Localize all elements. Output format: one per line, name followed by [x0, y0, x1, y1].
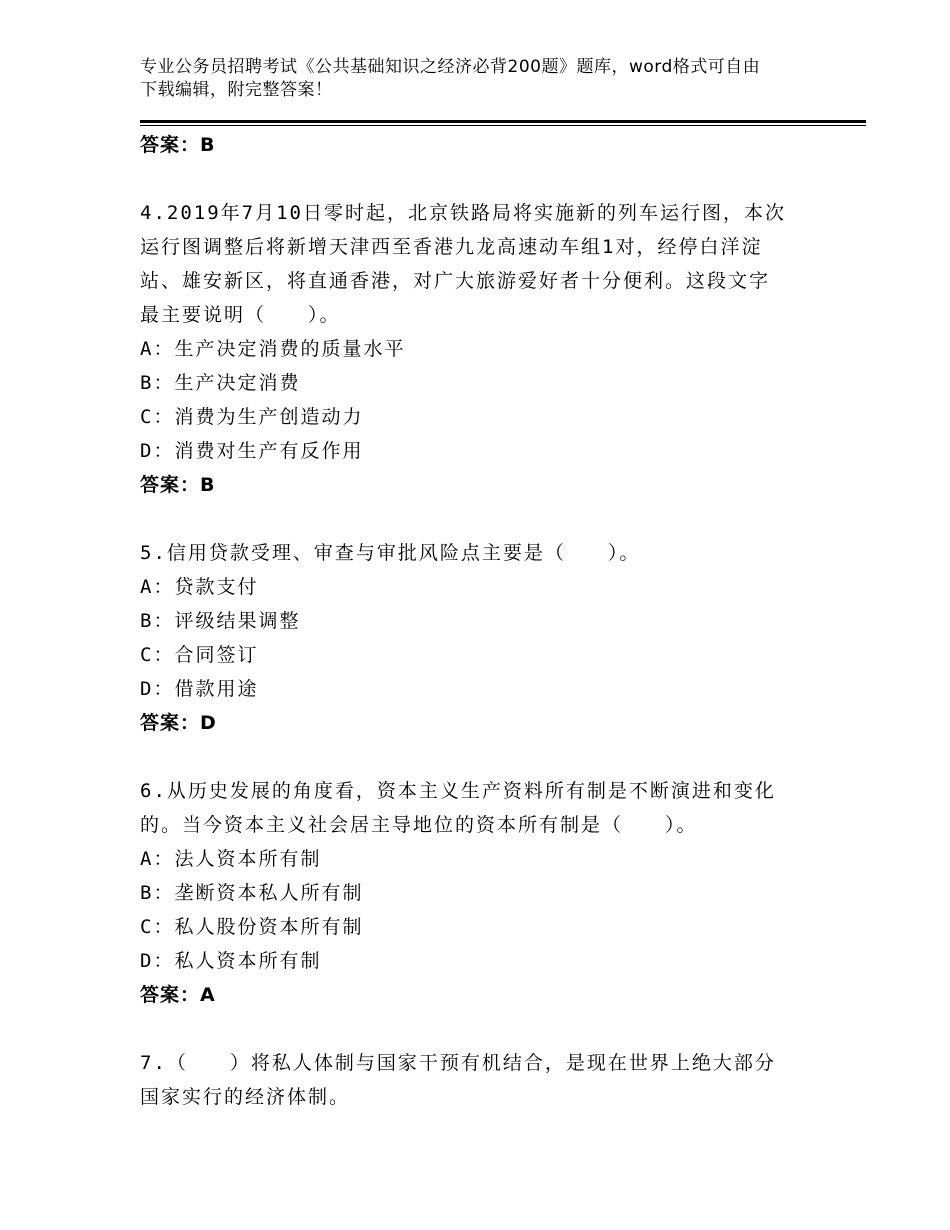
option-c: C：合同签订	[140, 644, 259, 666]
question-stem: 5.信用贷款受理、审查与审批风险点主要是（ ）。	[140, 542, 641, 564]
question-5	[140, 536, 800, 740]
option-a: A：贷款支付	[140, 576, 259, 598]
option-d: D：私人资本所有制	[140, 950, 322, 972]
question-content	[140, 128, 800, 1114]
answer: 答案：A	[140, 984, 216, 1006]
option-b: B：垄断资本私人所有制	[140, 882, 364, 904]
spacer	[140, 162, 800, 196]
question-stem: 7.（ ）将私人体制与国家干预有机结合，是现在世界上绝大部分	[140, 1052, 776, 1074]
previous-answer: 答案：B	[140, 134, 216, 156]
option-c: C：消费为生产创造动力	[140, 406, 364, 428]
question-stem: 国家实行的经济体制。	[140, 1086, 351, 1108]
question-stem: 运行图调整后将新增天津西至香港九龙高速动车组1对，经停白洋淀	[140, 236, 763, 258]
header-rule-thin	[140, 125, 866, 126]
question-6	[140, 774, 800, 1012]
answer: 答案：D	[140, 712, 217, 734]
option-b: B：评级结果调整	[140, 610, 301, 632]
header-line-1: 专业公务员招聘考试《公共基础知识之经济必背200题》题库，word格式可自由	[140, 57, 761, 77]
question-4	[140, 196, 800, 502]
option-d: D：借款用途	[140, 678, 259, 700]
question-stem: 的。当今资本主义社会居主导地位的资本所有制是（ ）。	[140, 814, 698, 836]
header-line-2: 下载编辑，附完整答案！	[140, 80, 333, 100]
header-rule-thick	[140, 120, 866, 123]
option-a: A：法人资本所有制	[140, 848, 322, 870]
question-stem: 6.从历史发展的角度看，资本主义生产资料所有制是不断演进和变化	[140, 780, 776, 802]
question-stem: 站、雄安新区，将直通香港，对广大旅游爱好者十分便利。这段文字	[140, 270, 771, 292]
question-stem: 最主要说明（ ）。	[140, 304, 341, 326]
option-d: D：消费对生产有反作用	[140, 440, 364, 462]
option-c: C：私人股份资本所有制	[140, 916, 364, 938]
option-b: B：生产决定消费	[140, 372, 301, 394]
option-a: A：生产决定消费的质量水平	[140, 338, 406, 360]
spacer	[140, 740, 800, 774]
question-stem: 4.2019年7月10日零时起，北京铁路局将实施新的列车运行图，本次	[140, 202, 786, 224]
spacer	[140, 502, 800, 536]
page-header	[140, 56, 810, 102]
answer: 答案：B	[140, 474, 216, 496]
question-7	[140, 1046, 800, 1114]
spacer	[140, 1012, 800, 1046]
